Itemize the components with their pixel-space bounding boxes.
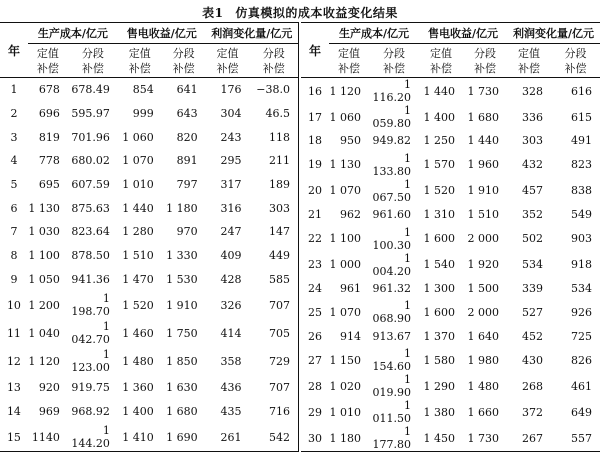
- year-cell: 14: [6, 404, 21, 418]
- group-header-revenue: 售电收益/亿元: [118, 23, 206, 44]
- cost-fixed-cell: 1 200: [28, 298, 60, 312]
- tables-container: [0, 22, 600, 452]
- revenue-fixed-cell: 1 540: [423, 258, 455, 272]
- profit-fixed-cell: 436: [220, 380, 242, 394]
- cost-fixed-cell: 1 020: [329, 379, 361, 393]
- table-row: [301, 399, 600, 425]
- header-row-sub: [0, 44, 299, 78]
- cost-fixed-cell: 1 120: [28, 354, 60, 368]
- profit-segmented-cell: 838: [571, 184, 592, 198]
- cost-segmented-cell: 1 100.30: [372, 225, 411, 252]
- cost-segmented-cell: 878.50: [71, 248, 110, 262]
- sub-header-segmented: 分段 补偿: [81, 46, 104, 75]
- profit-fixed-cell: 328: [522, 84, 543, 98]
- table-row: [301, 78, 600, 105]
- revenue-segmented-cell: 1 510: [467, 208, 499, 222]
- revenue-segmented-cell: 1 730: [467, 84, 499, 98]
- year-header: 年: [308, 43, 321, 58]
- group-header-revenue: 售电收益/亿元: [419, 23, 507, 44]
- revenue-fixed-cell: 1 580: [423, 353, 455, 367]
- cost-segmented-cell: 823.64: [71, 225, 110, 239]
- table-row: [0, 347, 299, 375]
- table-row: [301, 373, 600, 399]
- year-cell: 4: [10, 154, 18, 168]
- profit-segmented-cell: 461: [571, 379, 592, 393]
- revenue-segmented-cell: 1 690: [166, 430, 198, 444]
- cost-segmented-cell: 1 154.60: [372, 347, 411, 374]
- cost-segmented-cell: 1 011.50: [372, 399, 411, 426]
- revenue-fixed-cell: 1 380: [423, 405, 455, 419]
- table-row: [0, 244, 299, 268]
- revenue-segmented-cell: 1 640: [467, 329, 499, 343]
- cost-segmented-cell: 1 144.20: [71, 424, 110, 451]
- cost-segmented-cell: 1 123.00: [71, 348, 110, 375]
- year-cell: 28: [308, 379, 322, 393]
- cost-fixed-cell: 1 060: [329, 110, 361, 124]
- profit-segmented-cell: 616: [571, 84, 592, 98]
- cost-segmented-cell: 701.96: [71, 130, 110, 144]
- table-row: [0, 291, 299, 319]
- profit-segmented-cell: 46.5: [265, 107, 290, 121]
- cost-segmented-cell: 1 116.20: [372, 78, 411, 104]
- year-cell: 11: [6, 326, 21, 340]
- profit-fixed-cell: 414: [220, 326, 242, 340]
- profit-fixed-cell: 372: [522, 405, 543, 419]
- cost-segmented-cell: 919.75: [71, 380, 110, 394]
- year-cell: 9: [10, 272, 18, 286]
- revenue-fixed-cell: 1 600: [423, 232, 455, 246]
- year-cell: 3: [10, 130, 18, 144]
- revenue-fixed-cell: 1 310: [423, 208, 455, 222]
- year-cell: 27: [308, 353, 322, 367]
- profit-fixed-cell: 243: [220, 130, 242, 144]
- profit-segmented-cell: 147: [269, 225, 290, 239]
- year-cell: 22: [308, 232, 322, 246]
- profit-fixed-cell: 247: [220, 225, 242, 239]
- revenue-segmented-cell: 1 530: [166, 272, 198, 286]
- sub-header-fixed: 定值 补偿: [518, 46, 540, 75]
- profit-fixed-cell: 352: [522, 208, 543, 222]
- table-row: [0, 423, 299, 452]
- revenue-segmented-cell: 1 180: [166, 201, 198, 215]
- year-cell: 24: [308, 281, 322, 295]
- revenue-segmented-cell: 1 980: [467, 353, 499, 367]
- revenue-fixed-cell: 1 470: [122, 272, 154, 286]
- sub-header-segmented: 分段 补偿: [474, 46, 496, 75]
- profit-fixed-cell: 176: [220, 83, 242, 97]
- cost-fixed-cell: 1 180: [329, 431, 361, 445]
- profit-fixed-cell: 267: [522, 431, 543, 445]
- cost-fixed-cell: 1 120: [329, 84, 361, 98]
- cost-fixed-cell: 696: [38, 107, 60, 121]
- cost-fixed-cell: 1 000: [329, 258, 361, 272]
- revenue-segmented-cell: 1 960: [467, 158, 499, 172]
- profit-fixed-cell: 502: [522, 232, 543, 246]
- table-row: [301, 152, 600, 178]
- profit-segmented-cell: 211: [269, 154, 290, 168]
- profit-fixed-cell: 295: [220, 154, 242, 168]
- profit-fixed-cell: 534: [522, 258, 543, 272]
- revenue-fixed-cell: 854: [132, 83, 154, 97]
- results-table-left: [0, 22, 299, 452]
- revenue-fixed-cell: 1 370: [423, 329, 455, 343]
- cost-segmented-cell: 680.02: [71, 154, 110, 168]
- sub-header-fixed: 定值 补偿: [338, 46, 360, 75]
- cost-fixed-cell: 678: [38, 83, 60, 97]
- cost-fixed-cell: 1 100: [329, 232, 361, 246]
- sub-header-segmented: 分段 补偿: [383, 46, 405, 75]
- revenue-fixed-cell: 1 060: [122, 130, 154, 144]
- revenue-segmented-cell: 1 680: [166, 404, 198, 418]
- profit-segmented-cell: 189: [269, 177, 290, 191]
- profit-fixed-cell: 457: [522, 184, 543, 198]
- cost-fixed-cell: 950: [340, 134, 361, 148]
- cost-segmented-cell: 913.67: [372, 329, 411, 343]
- revenue-segmented-cell: 1 730: [467, 431, 499, 445]
- revenue-segmented-cell: 1 480: [467, 379, 499, 393]
- table-row: [0, 376, 299, 400]
- revenue-segmented-cell: 1 750: [166, 326, 198, 340]
- revenue-fixed-cell: 1 400: [122, 404, 154, 418]
- revenue-fixed-cell: 1 460: [122, 326, 154, 340]
- cost-fixed-cell: 695: [38, 177, 60, 191]
- cost-segmented-cell: 595.97: [71, 107, 110, 121]
- cost-fixed-cell: 1 040: [28, 326, 60, 340]
- profit-segmented-cell: 491: [571, 134, 592, 148]
- profit-fixed-cell: 303: [522, 134, 543, 148]
- profit-fixed-cell: 435: [220, 404, 242, 418]
- revenue-fixed-cell: 1 480: [122, 354, 154, 368]
- year-cell: 30: [308, 431, 322, 445]
- table-row: [301, 104, 600, 130]
- table-caption: [0, 4, 600, 21]
- year-cell: 5: [10, 177, 18, 191]
- profit-fixed-cell: 326: [220, 298, 242, 312]
- year-cell: 15: [6, 430, 21, 444]
- year-cell: 20: [308, 184, 322, 198]
- cost-segmented-cell: 1 067.50: [372, 177, 411, 204]
- year-cell: 6: [10, 201, 18, 215]
- header-row-groups: [301, 23, 600, 44]
- cost-segmented-cell: 1 004.20: [372, 251, 411, 278]
- cost-fixed-cell: 1 070: [329, 305, 361, 319]
- table-row: [0, 220, 299, 244]
- results-table-right: [301, 22, 600, 452]
- profit-fixed-cell: 432: [522, 158, 543, 172]
- profit-segmented-cell: 826: [571, 353, 592, 367]
- table-number: 表1: [202, 6, 224, 20]
- year-cell: 18: [308, 134, 322, 148]
- revenue-fixed-cell: 1 010: [122, 177, 154, 191]
- profit-segmented-cell: 903: [571, 232, 592, 246]
- revenue-segmented-cell: 641: [176, 83, 198, 97]
- table-row: [301, 226, 600, 252]
- cost-fixed-cell: 1 050: [28, 272, 60, 286]
- cost-fixed-cell: 920: [38, 380, 60, 394]
- table-row: [0, 267, 299, 291]
- revenue-fixed-cell: 1 520: [423, 184, 455, 198]
- profit-segmented-cell: 716: [269, 404, 290, 418]
- revenue-segmented-cell: 970: [176, 225, 198, 239]
- profit-segmented-cell: 615: [571, 110, 592, 124]
- table-row: [301, 278, 600, 300]
- group-header-cost: 生产成本/亿元: [329, 23, 419, 44]
- profit-fixed-cell: 304: [220, 107, 242, 121]
- revenue-segmented-cell: 1 910: [467, 184, 499, 198]
- cost-fixed-cell: 1 130: [28, 201, 60, 215]
- sub-header-fixed: 定值 补偿: [216, 46, 239, 75]
- profit-fixed-cell: 339: [522, 281, 543, 295]
- cost-segmented-cell: 968.92: [71, 404, 110, 418]
- table-row: [301, 252, 600, 278]
- cost-segmented-cell: 941.36: [71, 272, 110, 286]
- revenue-fixed-cell: 1 290: [423, 379, 455, 393]
- table-row: [0, 399, 299, 423]
- header-row-sub: [301, 44, 600, 78]
- profit-segmented-cell: 542: [269, 430, 290, 444]
- profit-segmented-cell: 557: [571, 431, 592, 445]
- year-cell: 23: [308, 258, 322, 272]
- profit-fixed-cell: 317: [220, 177, 242, 191]
- profit-fixed-cell: 358: [220, 354, 242, 368]
- sub-header-segmented: 分段 补偿: [262, 46, 285, 75]
- revenue-segmented-cell: 1 440: [467, 134, 499, 148]
- cost-fixed-cell: 1 100: [28, 248, 60, 262]
- profit-segmented-cell: 823: [571, 158, 592, 172]
- table-title: 仿真模拟的成本收益变化结果: [235, 6, 398, 20]
- profit-fixed-cell: 409: [220, 248, 242, 262]
- cost-fixed-cell: 1 030: [28, 225, 60, 239]
- profit-segmented-cell: 118: [269, 130, 290, 144]
- profit-fixed-cell: 428: [220, 272, 242, 286]
- cost-fixed-cell: 962: [340, 208, 361, 222]
- group-header-profit: 利润变化量/亿元: [507, 23, 600, 44]
- table-row: [301, 204, 600, 226]
- table-row: [0, 319, 299, 347]
- revenue-fixed-cell: 1 410: [122, 430, 154, 444]
- revenue-fixed-cell: 1 520: [122, 298, 154, 312]
- profit-segmented-cell: 705: [269, 326, 290, 340]
- year-cell: 17: [308, 110, 322, 124]
- profit-segmented-cell: 649: [571, 405, 592, 419]
- cost-fixed-cell: 778: [38, 154, 60, 168]
- table-body-left: [0, 78, 299, 452]
- revenue-segmented-cell: 2 000: [467, 232, 499, 246]
- revenue-segmented-cell: 891: [176, 154, 198, 168]
- cost-fixed-cell: 1 070: [329, 184, 361, 198]
- revenue-fixed-cell: 1 450: [423, 431, 455, 445]
- cost-segmented-cell: 1 042.70: [71, 320, 110, 347]
- revenue-fixed-cell: 1 400: [423, 110, 455, 124]
- profit-fixed-cell: 336: [522, 110, 543, 124]
- cost-fixed-cell: 1 130: [329, 158, 361, 172]
- revenue-segmented-cell: 1 660: [467, 405, 499, 419]
- cost-fixed-cell: 914: [340, 329, 361, 343]
- revenue-segmented-cell: 820: [176, 130, 198, 144]
- profit-fixed-cell: 527: [522, 305, 543, 319]
- revenue-segmented-cell: 1 680: [467, 110, 499, 124]
- revenue-segmented-cell: 2 000: [467, 305, 499, 319]
- group-header-profit: 利润变化量/亿元: [206, 23, 299, 44]
- table-row: [0, 149, 299, 173]
- year-cell: 1: [10, 83, 18, 97]
- year-cell: 2: [10, 107, 18, 121]
- sub-header-fixed: 定值 补偿: [128, 46, 151, 75]
- cost-fixed-cell: 969: [38, 404, 60, 418]
- profit-segmented-cell: 707: [269, 298, 290, 312]
- cost-segmented-cell: 1 198.70: [71, 292, 110, 319]
- revenue-segmented-cell: 1 910: [166, 298, 198, 312]
- profit-segmented-cell: 918: [571, 258, 592, 272]
- group-header-cost: 生产成本/亿元: [28, 23, 118, 44]
- revenue-segmented-cell: 1 920: [467, 258, 499, 272]
- cost-segmented-cell: 1 059.80: [372, 104, 411, 130]
- cost-fixed-cell: 1 010: [329, 405, 361, 419]
- profit-segmented-cell: 725: [571, 329, 592, 343]
- year-cell: 8: [10, 248, 18, 262]
- cost-fixed-cell: 819: [38, 130, 60, 144]
- year-cell: 10: [6, 298, 21, 312]
- cost-segmented-cell: 961.60: [372, 208, 411, 222]
- revenue-fixed-cell: 1 570: [423, 158, 455, 172]
- table-body-right: [301, 78, 600, 452]
- profit-segmented-cell: 707: [269, 380, 290, 394]
- cost-fixed-cell: 1140: [31, 430, 60, 444]
- profit-fixed-cell: 316: [220, 201, 242, 215]
- year-cell: 13: [6, 380, 21, 394]
- revenue-segmented-cell: 1 630: [166, 380, 198, 394]
- table-row: [301, 299, 600, 325]
- profit-fixed-cell: 452: [522, 329, 543, 343]
- cost-segmented-cell: 1 019.90: [372, 373, 411, 400]
- table-row: [0, 78, 299, 102]
- profit-segmented-cell: 729: [269, 354, 290, 368]
- revenue-fixed-cell: 1 600: [423, 305, 455, 319]
- year-cell: 19: [308, 158, 322, 172]
- profit-segmented-cell: 534: [571, 281, 592, 295]
- table-row: [0, 102, 299, 126]
- table-row: [0, 196, 299, 220]
- cost-fixed-cell: 961: [340, 281, 361, 295]
- table-row: [301, 347, 600, 373]
- table-row: [301, 178, 600, 204]
- revenue-fixed-cell: 1 070: [122, 154, 154, 168]
- sub-header-fixed: 定值 补偿: [36, 46, 59, 75]
- revenue-fixed-cell: 1 300: [423, 281, 455, 295]
- revenue-fixed-cell: 1 440: [423, 84, 455, 98]
- revenue-fixed-cell: 1 280: [122, 225, 154, 239]
- year-cell: 12: [6, 354, 21, 368]
- table-row: [301, 130, 600, 152]
- revenue-segmented-cell: 1 330: [166, 248, 198, 262]
- sub-header-segmented: 分段 补偿: [172, 46, 195, 75]
- sub-header-segmented: 分段 补偿: [564, 46, 587, 75]
- profit-segmented-cell: 549: [571, 208, 592, 222]
- cost-segmented-cell: 678.49: [71, 83, 110, 97]
- profit-segmented-cell: 585: [269, 272, 290, 286]
- year-cell: 7: [10, 225, 18, 239]
- table-row: [0, 125, 299, 149]
- year-cell: 29: [308, 405, 322, 419]
- profit-fixed-cell: 261: [220, 430, 242, 444]
- revenue-fixed-cell: 1 440: [122, 201, 154, 215]
- revenue-segmented-cell: 1 850: [166, 354, 198, 368]
- year-cell: 16: [308, 84, 322, 98]
- year-cell: 25: [308, 305, 322, 319]
- year-cell: 26: [308, 329, 322, 343]
- profit-segmented-cell: 449: [269, 248, 290, 262]
- cost-segmented-cell: 1 177.80: [372, 425, 411, 452]
- profit-fixed-cell: 268: [522, 379, 543, 393]
- year-header: 年: [7, 43, 20, 58]
- revenue-fixed-cell: 1 250: [423, 134, 455, 148]
- cost-segmented-cell: 1 133.80: [372, 151, 411, 178]
- revenue-segmented-cell: 1 500: [467, 281, 499, 295]
- revenue-fixed-cell: 1 360: [122, 380, 154, 394]
- profit-segmented-cell: 303: [269, 201, 290, 215]
- sub-header-fixed: 定值 补偿: [430, 46, 452, 75]
- year-cell: 21: [308, 208, 322, 222]
- cost-segmented-cell: 607.59: [71, 177, 110, 191]
- table-row: [0, 173, 299, 197]
- cost-fixed-cell: 1 150: [329, 353, 361, 367]
- profit-fixed-cell: 430: [522, 353, 543, 367]
- revenue-fixed-cell: 999: [132, 107, 154, 121]
- profit-segmented-cell: 926: [571, 305, 592, 319]
- header-row-groups: [0, 23, 299, 44]
- table-row: [301, 425, 600, 452]
- revenue-segmented-cell: 797: [176, 177, 198, 191]
- cost-segmented-cell: 961.32: [372, 281, 411, 295]
- revenue-fixed-cell: 1 510: [122, 248, 154, 262]
- cost-segmented-cell: 1 068.90: [372, 299, 411, 326]
- revenue-segmented-cell: 643: [176, 107, 198, 121]
- profit-segmented-cell: −38.0: [256, 83, 290, 97]
- table-row: [301, 325, 600, 347]
- cost-segmented-cell: 875.63: [71, 201, 110, 215]
- cost-segmented-cell: 949.82: [372, 134, 411, 148]
